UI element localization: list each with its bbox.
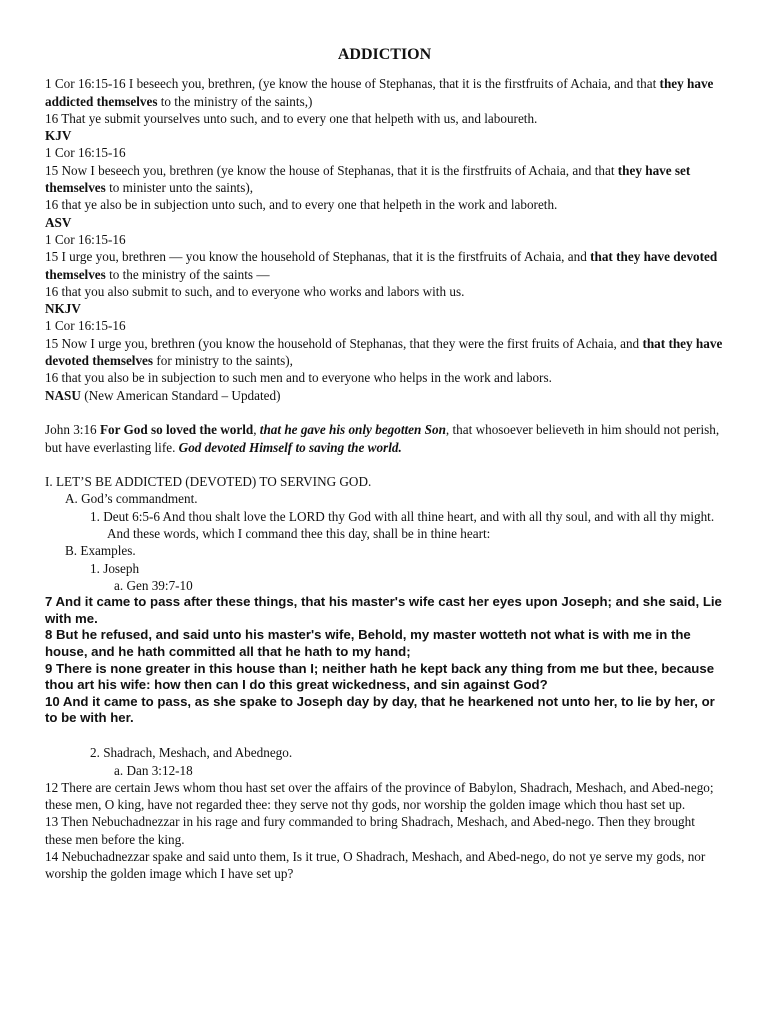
outline-item-B2: 2. Shadrach, Meshach, and Abednego. xyxy=(90,745,293,761)
outline-item-B: B. Examples. xyxy=(65,543,136,559)
version-label-kjv: KJV xyxy=(45,128,72,144)
verse-text: 15 Now I urge you, brethren (you know the household of Stephanas, that they were the first fruits of Achaia, and xyxy=(45,335,643,351)
verse-paragraph-2 xyxy=(45,162,724,197)
verse-text: , that whosoever believeth in him should not perish, but have everlasting life. xyxy=(45,422,720,455)
version-label-nasu xyxy=(45,387,724,404)
verse-ref-line: 1 Cor 16:15-16 xyxy=(45,145,126,161)
outline-item-B1: 1. Joseph xyxy=(90,560,140,576)
verse-text: to the ministry of the saints,) xyxy=(157,93,313,109)
gen-verse-10: 10 And it came to pass, as she spake to Joseph day by day, that he hearkened not unto her, to lie by her, or to be with her. xyxy=(45,693,715,726)
emphasis-text: they have addicted themselves xyxy=(45,76,714,109)
verse-ref-line: 1 Cor 16:15-16 xyxy=(45,231,126,247)
verse-16: 16 that you also submit to such, and to everyone who works and labors with us. xyxy=(45,283,465,299)
verse-paragraph-4 xyxy=(45,335,724,370)
verse-16: 16 that ye also be in subjection unto such, and to every one that helpeth in the work and laboreth. xyxy=(45,197,558,213)
dan-verse-13: 13 Then Nebuchadnezzar in his rage and fury commanded to bring Shadrach, Meshach, and Abed-nego. Then they brought these men before the king. xyxy=(45,814,695,847)
version-label-asv: ASV xyxy=(45,214,72,230)
verse-text: for ministry to the saints), xyxy=(153,353,293,369)
version-note: (New American Standard – Updated) xyxy=(80,387,281,403)
emphasis-text: For God so loved the world xyxy=(99,422,254,438)
outline-item-A: A. God’s commandment. xyxy=(65,491,198,507)
outline-item-A1: 1. Deut 6:5-6 And thou shalt love the LORD thy God with all thine heart, and with all thy soul, and with all thy might. And these words, which I command thee this day, shall be in thine heart: xyxy=(90,508,715,542)
verse-paragraph-1 xyxy=(45,75,724,110)
emphasis-italic-text: God devoted Himself to saving the world. xyxy=(178,439,402,455)
verse-ref: 1 Cor 16:15-16 xyxy=(45,76,126,92)
verse-text: , xyxy=(253,422,260,438)
verse-text: I beseech you, brethren, (ye know the house of Stephanas, that it is the firstfruits of Achaia, and that xyxy=(125,76,660,92)
version-label-nkjv: NKJV xyxy=(45,301,81,317)
john-3-16-paragraph xyxy=(45,421,724,456)
verse-16: 16 That ye submit yourselves unto such, and to every one that helpeth with us, and laboureth. xyxy=(45,110,538,126)
gen-verse-9: 9 There is none greater in this house than I; neither hath he kept back any thing from me but thee, because thou art his wife: how then can I do this great wickedness, and sin against God? xyxy=(45,660,715,693)
outline-item-B2a: a. Dan 3:12-18 xyxy=(114,762,193,778)
emphasis-text: that they have devoted themselves xyxy=(45,249,718,282)
outline-item-I: I. LET’S BE ADDICTED (DEVOTED) TO SERVING GOD. xyxy=(45,474,372,490)
verse-paragraph-3 xyxy=(45,248,724,283)
verse-text: to the ministry of the saints — xyxy=(105,266,270,282)
outline-item-B1a: a. Gen 39:7-10 xyxy=(114,577,193,593)
verse-text: to minister unto the saints), xyxy=(105,180,254,196)
version-label: NASU xyxy=(45,387,81,403)
page-title: ADDICTION xyxy=(337,46,432,63)
verse-ref-line: 1 Cor 16:15-16 xyxy=(45,318,126,334)
gen-verse-8: 8 But he refused, and said unto his master's wife, Behold, my master wotteth not what is with me in the house, and he hath committed all that he hath to my hand; xyxy=(45,627,691,659)
emphasis-text: they have set themselves xyxy=(45,162,691,196)
dan-verse-12: 12 There are certain Jews whom thou hast set over the affairs of the province of Babylon, Shadrach, Meshach, and Abed-nego; these men, O king, have not regarded thee: they serve not thy gods, nor worship the golden image which thou hast set up. xyxy=(45,779,714,813)
verse-text: 15 Now I beseech you, brethren (ye know the house of Stephanas, that it is the firstfruits of Achaia, and that xyxy=(45,162,618,178)
emphasis-text: that they have devoted themselves xyxy=(45,335,723,369)
gen-verse-7: 7 And it came to pass after these things, that his master's wife cast her eyes upon Joseph; and she said, Lie with me. xyxy=(45,594,722,626)
verse-text: 15 I urge you, brethren — you know the household of Stephanas, that it is the firstfruits of Achaia, and xyxy=(45,249,591,265)
dan-verse-14: 14 Nebuchadnezzar spake and said unto them, Is it true, O Shadrach, Meshach, and Abed-nego, do not ye serve my gods, nor worship the golden image which I have set up? xyxy=(45,849,706,882)
emphasis-italic-text: that he gave his only begotten Son xyxy=(259,422,446,438)
verse-16: 16 that you also be in subjection to such men and to everyone who helps in the work and labors. xyxy=(45,370,552,386)
verse-ref: John 3:16 xyxy=(45,422,100,438)
